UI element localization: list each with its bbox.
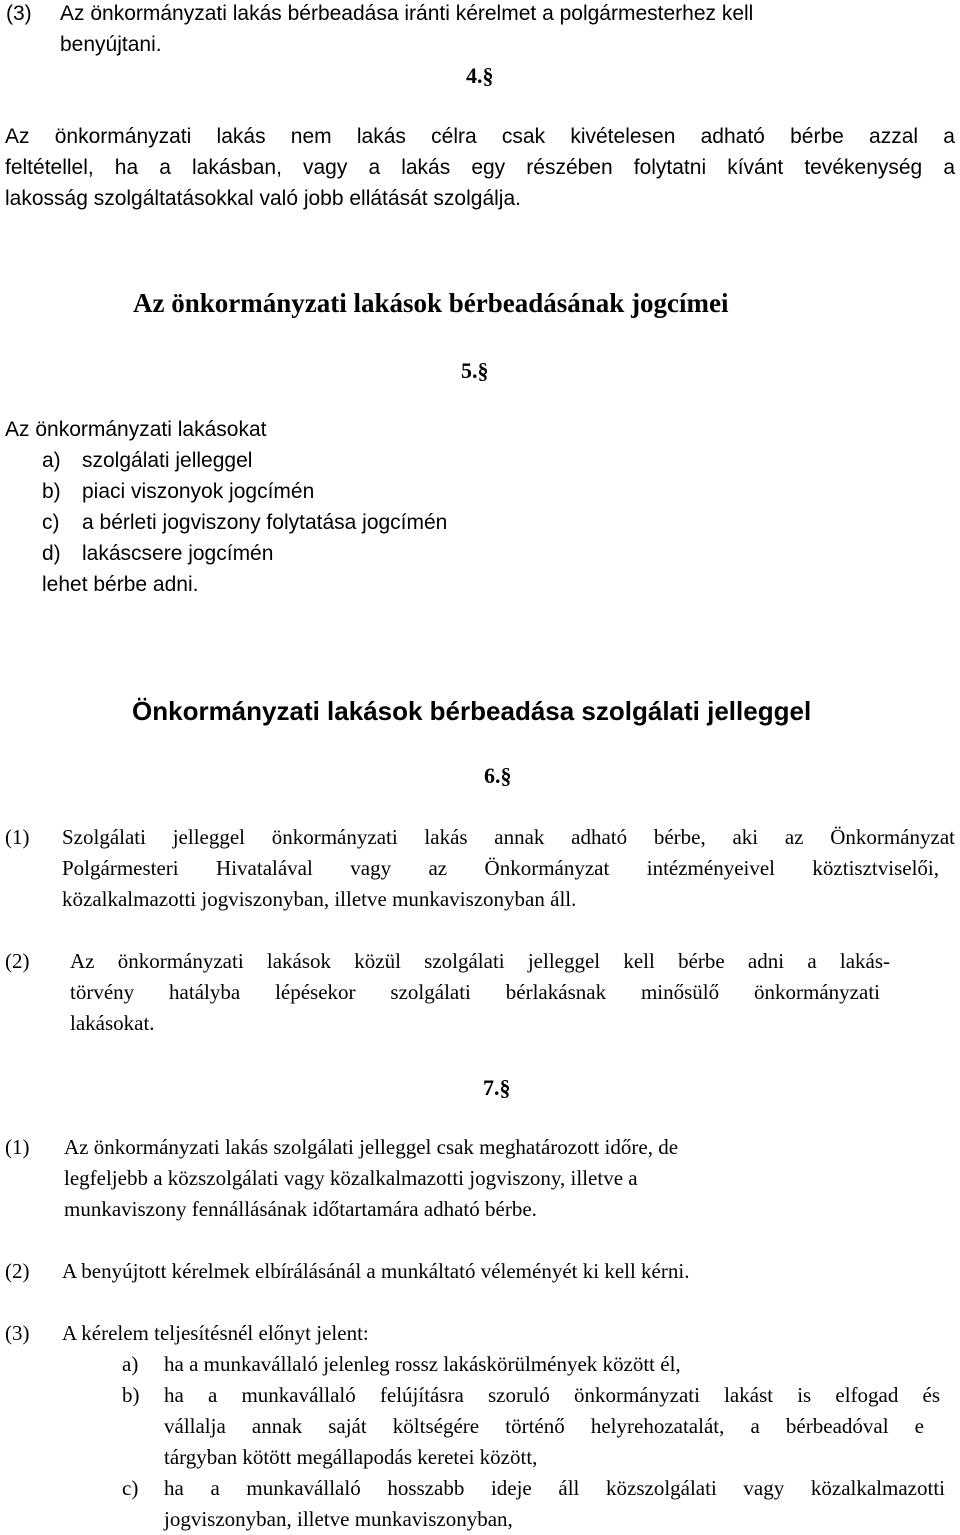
list-item-text: ha a munkavállaló hosszabb ideje áll közszolgálati vagy közalkalmazotti — [164, 1476, 945, 1500]
section-heading: Önkormányzati lakások bérbeadása szolgálati jelleggel — [132, 696, 812, 726]
paragraph-number: (2) — [5, 949, 30, 973]
paragraph-text-line: lakásokat. — [70, 1011, 155, 1035]
list-item-letter: a) — [42, 449, 61, 472]
paragraph-text-line: legfeljebb a közszolgálati vagy közalkalmazotti jogviszony, illetve a — [64, 1166, 638, 1190]
paragraph-text-line: Az önkormányzati lakás szolgálati jelleggel csak meghatározott időre, de — [64, 1135, 679, 1159]
list-item-text: tárgyban kötött megállapodás keretei között, — [164, 1445, 538, 1469]
list-item-text: ha a munkavállaló jelenleg rossz lakáskörülmények között él, — [164, 1352, 681, 1376]
paragraph-text-line: Az önkormányzati lakás bérbeadása iránti kérelmet a polgármesterhez kell — [60, 2, 754, 25]
list-item-text: piaci viszonyok jogcímén — [82, 480, 315, 503]
paragraph-number: (1) — [5, 1135, 30, 1159]
paragraph-text-line: Polgármesteri Hivatalával vagy az Önkormányzat intézményeivel köztisztviselői, — [62, 856, 939, 880]
list-item-text: vállalja annak saját költségére történő helyrehozatalát, a bérbeadóval e — [164, 1414, 924, 1438]
list-item-letter: d) — [42, 542, 61, 565]
paragraph-number: (1) — [5, 825, 30, 849]
section-outro: lehet bérbe adni. — [42, 573, 199, 596]
paragraph-number: (3) — [6, 2, 32, 25]
list-item-letter: c) — [42, 511, 60, 534]
list-item-letter: c) — [122, 1476, 139, 1500]
paragraph-text-line: Szolgálati jelleggel önkormányzati lakás annak adható bérbe, aki az Önkormányzat — [62, 825, 955, 849]
paragraph-text-line: munkaviszony fennállásának időtartamára adható bérbe. — [64, 1197, 537, 1221]
paragraph-text-line: A benyújtott kérelmek elbírálásánál a munkáltató véleményét ki kell kérni. — [62, 1259, 690, 1283]
paragraph-number: (2) — [5, 1259, 30, 1283]
list-item-text: szolgálati jelleggel — [82, 449, 253, 472]
paragraph-text-line: benyújtani. — [60, 33, 162, 56]
section-number-7: 7.§ — [483, 1075, 511, 1100]
section-text-line: Az önkormányzati lakás nem lakás célra csak kivételesen adható bérbe azzal a — [5, 125, 955, 148]
section-number-6: 6.§ — [484, 763, 512, 788]
paragraph-intro: A kérelem teljesítésnél előnyt jelent: — [62, 1321, 369, 1345]
list-item-letter: b) — [122, 1383, 140, 1407]
section-number-5: 5.§ — [461, 358, 489, 383]
list-item-letter: b) — [42, 480, 61, 503]
section-heading: Az önkormányzati lakások bérbeadásának jogcímei — [133, 288, 729, 318]
paragraph-text-line: közalkalmazotti jogviszonyban, illetve munkaviszonyban áll. — [62, 887, 577, 911]
list-item-text: a bérleti jogviszony folytatása jogcímén — [82, 511, 448, 534]
list-item-letter: a) — [122, 1352, 139, 1376]
section-text-line: feltétellel, ha a lakásban, vagy a lakás egy részében folytatni kívánt tevékenység a — [5, 156, 955, 179]
section-number-4: 4.§ — [466, 63, 494, 88]
list-item-text: ha a munkavállaló felújításra szoruló önkormányzati lakást is elfogad és — [164, 1383, 940, 1407]
paragraph-number: (3) — [5, 1321, 30, 1345]
list-item-text: jogviszonyban, illetve munkaviszonyban, — [164, 1507, 513, 1531]
section-intro: Az önkormányzati lakásokat — [5, 418, 267, 441]
paragraph-text-line: törvény hatályba lépésekor szolgálati bérlakásnak minősülő önkormányzati — [70, 980, 880, 1004]
list-item-text: lakáscsere jogcímén — [82, 542, 274, 565]
paragraph-text-line: Az önkormányzati lakások közül szolgálati jelleggel kell bérbe adni a lakás- — [70, 949, 890, 973]
section-text-line: lakosság szolgáltatásokkal való jobb ellátását szolgálja. — [5, 187, 521, 210]
